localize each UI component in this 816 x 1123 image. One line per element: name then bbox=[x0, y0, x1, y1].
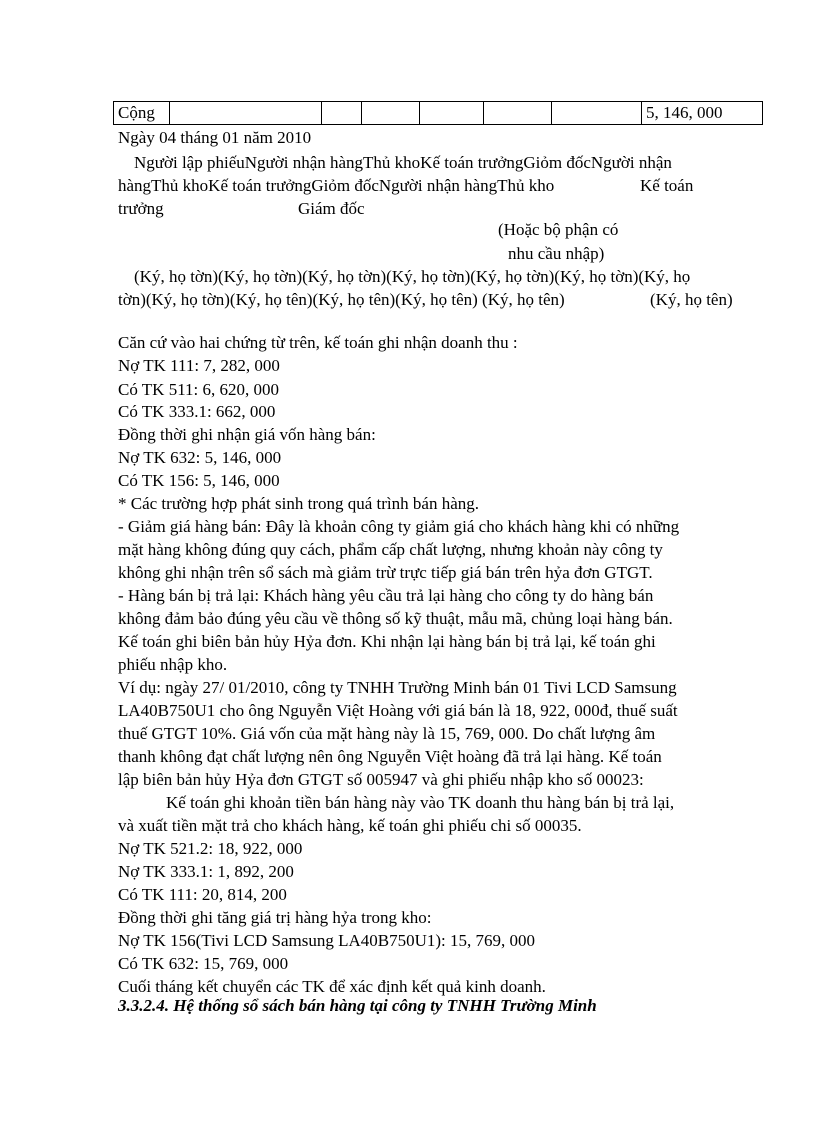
body-line: lập biên bản hủy Hỷa đơn GTGT số 005947 và ghi phiếu nhập kho số 00023: bbox=[118, 770, 644, 789]
body-line-indented: Kế toán ghi khoản tiền bán hàng này vào TK doanh thu hàng bán bị trả lại, bbox=[166, 793, 675, 812]
table-row bbox=[114, 102, 763, 125]
body-line: Nợ TK 521.2: 18, 922, 000 bbox=[118, 839, 303, 858]
table-cell bbox=[170, 102, 322, 125]
signature-titles-line-1: Người lập phiếuNgười nhận hàngThủ khoKế toán trưởngGiỏm đốcNgười nhận bbox=[134, 153, 672, 172]
body-line: Có TK 511: 6, 620, 000 bbox=[118, 380, 280, 399]
table-cell bbox=[420, 102, 484, 125]
body-line: Đồng thời ghi nhận giá vốn hàng bán: bbox=[118, 425, 376, 444]
body-line: Có TK 333.1: 662, 000 bbox=[118, 402, 276, 421]
body-line: không đảm bảo đúng yêu cầu về thông số kỹ thuật, mẫu mã, chủng loại hàng bán. bbox=[118, 609, 673, 628]
table-cell bbox=[322, 102, 362, 125]
body-line: thanh không đạt chất lượng nên ông Nguyễn Việt hoàng đã trả lại hàng. Kế toán bbox=[118, 747, 662, 766]
body-line: * Các trường hợp phát sinh trong quá trình bán hàng. bbox=[118, 494, 479, 513]
body-line: và xuất tiền mặt trả cho khách hàng, kế toán ghi phiếu chi số 00035. bbox=[118, 816, 582, 835]
body-line: Có TK 632: 15, 769, 000 bbox=[118, 954, 289, 973]
body-line: thuế GTGT 10%. Giá vốn của mặt hàng này là 15, 769, 000. Do chất lượng âm bbox=[118, 724, 656, 743]
section-heading: 3.3.2.4. Hệ thống sổ sách bán hàng tại công ty TNHH Trường Minh bbox=[118, 996, 597, 1015]
signature-titles-line-3: trưởng bbox=[118, 199, 164, 218]
body-line: phiếu nhập kho. bbox=[118, 655, 228, 674]
signature-titles-line-2: hàngThủ khoKế toán trưởngGiỏm đốcNgười nhận hàngThủ kho bbox=[118, 176, 555, 195]
body-line: - Hàng bán bị trả lại: Khách hàng yêu cầu trả lại hàng cho công ty do hàng bán bbox=[118, 586, 654, 605]
signature-title-accountant: Kế toán bbox=[640, 176, 694, 195]
date-line: Ngày 04 tháng 01 năm 2010 bbox=[118, 128, 312, 147]
signature-title-director: Giám đốc bbox=[298, 199, 365, 218]
table-cell bbox=[362, 102, 420, 125]
signature-note-line-1: (Hoặc bộ phận có bbox=[498, 220, 619, 239]
body-line: LA40B750U1 cho ông Nguyễn Việt Hoàng với giá bán là 18, 922, 000đ, thuế suất bbox=[118, 701, 678, 720]
body-line: Cuối tháng kết chuyển các TK để xác định kết quả kinh doanh. bbox=[118, 977, 546, 996]
body-line: Có TK 156: 5, 146, 000 bbox=[118, 471, 280, 490]
body-line: Ví dụ: ngày 27/ 01/2010, công ty TNHH Trường Minh bán 01 Tivi LCD Samsung bbox=[118, 678, 677, 697]
body-line: Có TK 111: 20, 814, 200 bbox=[118, 885, 287, 904]
body-line: không ghi nhận trên sổ sách mà giảm trừ trực tiếp giá bán trên hỷa đơn GTGT. bbox=[118, 563, 653, 582]
signature-sign-line-1: (Ký, họ tờn)(Ký, họ tờn)(Ký, họ tờn)(Ký, họ tờn)(Ký, họ tờn)(Ký, họ tờn)(Ký, họ bbox=[134, 267, 691, 286]
body-line: Nợ TK 111: 7, 282, 000 bbox=[118, 356, 280, 375]
body-line: - Giảm giá hàng bán: Đây là khoản công ty giảm giá cho khách hàng khi có những bbox=[118, 517, 680, 536]
signature-sign-line-2: tờn)(Ký, họ tờn)(Ký, họ tên)(Ký, họ tên)(Ký, họ tên) (Ký, họ tên) bbox=[118, 290, 565, 309]
body-line: Căn cứ vào hai chứng từ trên, kế toán ghi nhận doanh thu : bbox=[118, 333, 518, 352]
total-value-cell: 5, 146, 000 bbox=[642, 102, 763, 125]
body-line: mặt hàng không đúng quy cách, phẩm cấp chất lượng, nhưng khoản này công ty bbox=[118, 540, 663, 559]
body-line: Nợ TK 156(Tivi LCD Samsung LA40B750U1): 15, 769, 000 bbox=[118, 931, 536, 950]
body-line: Nợ TK 632: 5, 146, 000 bbox=[118, 448, 282, 467]
table-cell bbox=[552, 102, 642, 125]
signature-note-line-2: nhu cầu nhập) bbox=[508, 244, 605, 263]
signature-sign-last: (Ký, họ tên) bbox=[650, 290, 733, 309]
body-line: Đồng thời ghi tăng giá trị hàng hỷa trong kho: bbox=[118, 908, 432, 927]
table-cell bbox=[484, 102, 552, 125]
body-line: Nợ TK 333.1: 1, 892, 200 bbox=[118, 862, 294, 881]
body-line: Kế toán ghi biên bản hủy Hỷa đơn. Khi nhận lại hàng bán bị trả lại, kế toán ghi bbox=[118, 632, 656, 651]
total-table bbox=[113, 101, 763, 125]
total-label-cell: Cộng bbox=[114, 102, 170, 125]
